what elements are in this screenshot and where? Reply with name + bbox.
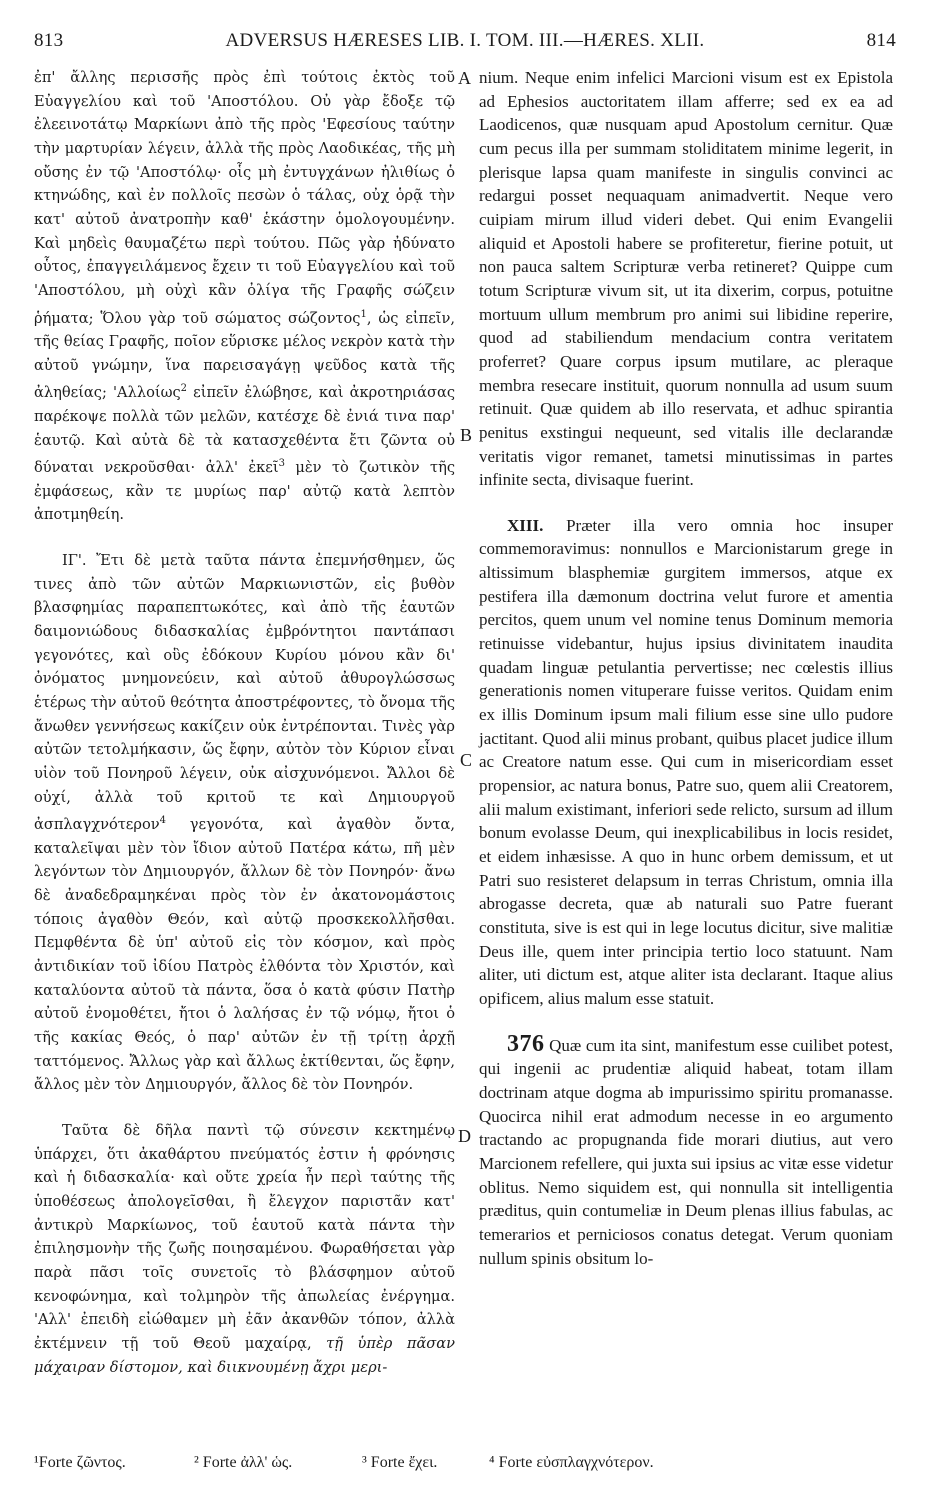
footnote-ref: 3 [278,458,285,470]
greek-text: Ταῦτα δὲ δῆλα παντὶ τῷ σύνεσιν κεκτημένῳ ὑπάρχει, ὅτι ἀκαθάρτου πνεύματός ἐστιν ἡ φρόνησις καὶ ἡ διδασκαλία· καὶ οὔτε χρεία ἦν περὶ ταύτης τῆς ὑποθέσεως ἀπολογεῖσθαι, ἢ ἔλεγχον παριστᾶν κατ' ἀντικρὺ Μαρκίωνος, τοῦ ἑαυτοῦ κατὰ πάντα τὴν ἐπιλησμονὴν τῆς ζωῆς ποιησαμένου. Φωραθήσεται γὰρ παρὰ πᾶσι τοῖς συνετοῖς τὸ βλάσφημον αὐτοῦ κενοφώνημα, καὶ τολμηρὸν τῆς ἀπωλείας ἐνέργημα. 'Αλλ' ἐπειδὴ εἰώθαμεν μὴ ἐᾶν ἀκανθῶν τόπον, ἀλλὰ ἐκτέμνειν τῇ τοῦ Θεοῦ μαχαίρᾳ, [34,1122,455,1352]
section-number: XIII. [507,515,544,535]
greek-text: Ἔτι δὲ μετὰ ταῦτα πάντα ἐπεμνήσθημεν, ὥς τινες ἀπὸ τῶν αὐτῶν Μαρκιωνιστῶν, εἰς βυθὸν βλασφημίας παραπεπτωκότες, καὶ ἀπὸ τῆς ἑαυτῶν δαιμονιώδους διδασκαλίας ἐμβρόντητοι παντάπασι γεγονότες, καὶ οὓς ἐδόκουν Κυρίου μόνου κἂν δι' ὀνόματος μνημονεύειν, καὶ αὐτοῦ ἀθυρογλώσσως ἑτέρως τὴν αὐτοῦ θεότητα ἀποστρέφοντες, τὸ ὄνομα τῆς ἄνωθεν γεννήσεως κακίζειν οὐκ ἐντρέπονται. Τινὲς γὰρ αὐτῶν τετολμήκασιν, ὥς ἔφην, αὐτὸν τὸν Κύριον εἶναι υἱὸν τοῦ Πονηροῦ λέγειν, οὐκ αἰσχυνόμενοι. Ἄλλοι δὲ οὐχί, ἀλλὰ τοῦ κριτοῦ τε καὶ Δημιουργοῦ ἀσπλαγχνότερον [34,552,455,834]
latin-paragraph-2 [479,514,893,1011]
latin-column [479,66,893,1270]
section-number: ΙΓ'. [62,552,87,570]
footnote-3: ³ Forte ἔχει. [362,1454,438,1471]
greek-paragraph-2 [34,549,455,1097]
footnote-ref: 1 [360,308,367,320]
greek-text: ἐπ' ἄλλης περισσῆς πρὸς ἐπὶ τούτοις ἐκτὸς τοῦ Εὐαγγελίου καὶ τοῦ 'Αποστόλου. Οὐ γὰρ ἔδοξε τῷ ἐλεεινοτάτῳ Μαρκίωνι ἀπὸ τῆς πρὸς 'Εφεσίους ταύτην τὴν μαρτυρίαν λέγειν, ἀλλὰ τῆς πρὸς Λαοδικέας, τῆς μὴ οὔσης ἐν τῷ 'Αποστόλῳ· οἷς μὴ ἐντυγχάνων ἠλιθίως ὁ κτηνώδης, καὶ ἐν πολλοῖς πεσὼν ὁ τάλας, οὐχ ὁρᾷ τὴν κατ' αὐτοῦ ἀνατροπὴν καθ' ἑκάστην ὁμολογουμένην. Καὶ μηδεὶς θαυμαζέτω περὶ τούτου. Πῶς γὰρ ἠδύνατο οὗτος, ἐπαγγειλάμενος ἔχειν τι τοῦ Εὐαγγελίου καὶ τοῦ 'Αποστόλου, μὴ οὐχὶ κἂν ὀλίγα τῆς Γραφῆς σώζειν ῥήματα; Ὅλου γὰρ τοῦ σώματος σώζοντος [34,69,455,327]
greek-text: γεγονότα, καὶ ἀγαθὸν ὄντα, καταλεῖψαι μὲν τὸν ἴδιον αὐτοῦ Πατέρα κάτω, πῆ μὲν λεγόντων τὸν Δημιουργόν, ἄλλων δὲ τὸν Πονηρόν· ἄνω δὲ ἀναδεδραμηκέναι πρὸς τὸν ἐν ἀκατονομάστοις τόποις ἀγαθὸν Θεόν, καὶ αὐτῷ προσκεκολλῆσθαι. Πεμφθέντα δὲ ὑπ' αὐτοῦ εἰς τὸν κόσμον, καὶ πρὸς ἀντιδικίαν τοῦ ἰδίου Πατρὸς ἐλθόντα τὸν Χριστόν, καὶ καταλύοντα αὐτοῦ τὰ πάντα, ὅσα ὁ κατὰ φύσιν Πατὴρ αὐτοῦ ἐνομοθέτει, ἤτοι ὁ λαλήσας ἐν τῷ νόμῳ, ἤτοι ὁ τῆς κακίας Θεός, ὁ παρ' αὐτῶν ἐν τῇ τρίτῃ ἀρχῇ ταττόμενος. Ἄλλως γὰρ καὶ ἄλλως ἐκτίθενται, ὥς ἔφην, ἄλλος μὲν τὸν Δημιουργόν, ἄλλος δὲ τὸν Πονηρόν. [34,816,455,1094]
footnote-ref: 4 [159,815,166,827]
latin-paragraph-3 [479,1030,893,1271]
footnotes [34,1454,894,1480]
margin-marker-a: A [458,68,471,88]
footnote-ref: 2 [180,383,188,395]
greek-paragraph-3 [34,1119,455,1379]
footnote-4: ⁴ Forte εὐσπλαγχνότερον. [489,1454,654,1471]
footnote-1: ¹Forte ζῶντος. [34,1454,126,1471]
greek-column [34,66,455,1379]
greek-italic-quote: τῇ ὑπὲρ πᾶσαν μάχαιραν δίστομον, καὶ διικνουμένῃ ἄχρι μερι- [34,1334,455,1376]
running-title: ADVERSUS HÆRESES LIB. I. TOM. III.—HÆRES. XLII. [225,30,705,51]
margin-marker-b: B [460,425,473,445]
column-number: 376 [507,1030,545,1057]
page-number-right: 814 [866,30,896,51]
margin-marker-d: D [458,1126,471,1146]
latin-text: Quæ cum ita sint, manifestum esse cuilibet potest, qui ingenii ac prudentiæ aliquid habeat, totam illam doctrinam atque dogma ab impurissimo spiritu promanasse. Quocirca nihil erat admodum necesse in eo argumento tractando ac propugnanda fide morari diutius, aut vero Marcionem refellere, qui juxta sui ipsius ac vitæ esse videtur oblitus. Nemo siquidem est, qui nonnulla sit intelligentia præditus, quin contumeliæ in Deum plenas illius fabulas, ac temerarios et perniciosos conatus detegat. Verum quoniam nullum spinis obsitum lo- [479,1035,893,1268]
greek-text: μὲν τὸ ζωτικὸν τῆς ἐμφάσεως, κἂν τε μυρίως παρ' αὐτῷ κατὰ λεπτὸν ἀποτμηθείη. [34,459,455,524]
page-number-left: 813 [34,30,64,51]
latin-paragraph-1: nium. Neque enim infelici Marcioni visum est ex Epistola ad Ephesios auctoritatem illam afferre; sed ex ea ad Laodicenos, quæ nusquam apud Apostolum cernitur. Quæ cum pecus illa per summam stoliditatem minime legerit, in plerisque lapsa quam manifeste in singulis convinci ac redargui posset nequaquam animadvertit. Neque vero cuipiam mirum illud videri debet. Qui enim Evangelii aliquid et Apostoli habere se profiteretur, fierine potuit, ut non pauca saltem Scripturæ verba retineret? Quippe cum totum Scripturæ vivum sit, ut ita dixerim, corpus, potuitne mortuum ullum membrum pro animi sui libidine reperire, quod ad stabiliendum mendacium contra veritatem proferret? Quare corpus ipsum mutilare, ac pleraque membra resecare instituit, quorum nonnulla ad usum suum retinuit. Quæ quidem ab illo reservata, et adhuc spirantia penitus exstingui nequeunt, sed vitalis ille declarandæ veritatis vigor remanet, tametsi minutissimas in partes infinite secta, divisaque fuerint. [479,68,893,490]
greek-text: , ὡς εἰπεῖν, τῆς θείας Γραφῆς, ποῖον εὕρισκε μέλος νεκρὸν κατὰ τὴν αὐτοῦ γνώμην, ἵνα παρεισαγάγῃ ψεῦδος κατὰ τῆς ἀληθείας; 'Αλλοίως [34,309,455,402]
greek-text: εἰπεῖν ἐλώβησε, καὶ ἀκροτηριάσας παρέκοψε πολλὰ τῶν μελῶν, κατέσχε δὲ ἐνιά τινα παρ' ἑαυτῷ. Καὶ αὐτὰ δὲ τὰ κατασχεθέντα ἔτι ζῶντα οὐ δύναται νεκροῦσθαι· ἀλλ' ἐκεῖ [34,384,455,477]
margin-marker-c: C [460,750,473,770]
running-header [34,30,896,54]
footnote-2: ² Forte ἀλλ' ὡς. [194,1454,293,1471]
latin-text: Præter illa vero omnia hoc insuper commemoravimus: nonnullos e Marcionistarum grege in altissimum blasphemiæ gurgitem immersos, atque ex pestifera illa dæmonum doctrina velut furore et amentia percitos, quem unum vel nomine tenus Dominum memoria retinuisse videbantur, hujus ipsius divinitatem inaudita quadam linguæ petulantia pervertisse; nec cœlestis illius generationis nomen vituperare fuisse veritos. Quidam enim ex illis Dominum ipsum mali filium esse sine ullo pudore jactitant. Quod alii minus probant, quibus placet judice illum ac Creatore natum esse. Qui cum in misericordiam esset propensior, ac natura bonus, Patre suo, quem alii Creatorem, alii malum existimant, inferiori sede relicto, sursum ad illum bonum evolasse Deum, qui inexplicabilibus in locis residet, et eidem inhæsisse. A quo in hunc orbem demissum, et ut Patri suo resisteret delapsum in terras Christum, omnia illa abrogasse decreta, quæ ab naturali suo Patre fuerant constituta, sive is est qui in lege locutus dicitur, sive malitiæ Deus ille, quem inter principia tertio loco statuunt. Nam aliter, uti dictum est, atque aliter ista declarant. Itaque alius opificem, alius malum esse statuit. [479,515,893,1008]
greek-paragraph-1 [34,66,455,527]
